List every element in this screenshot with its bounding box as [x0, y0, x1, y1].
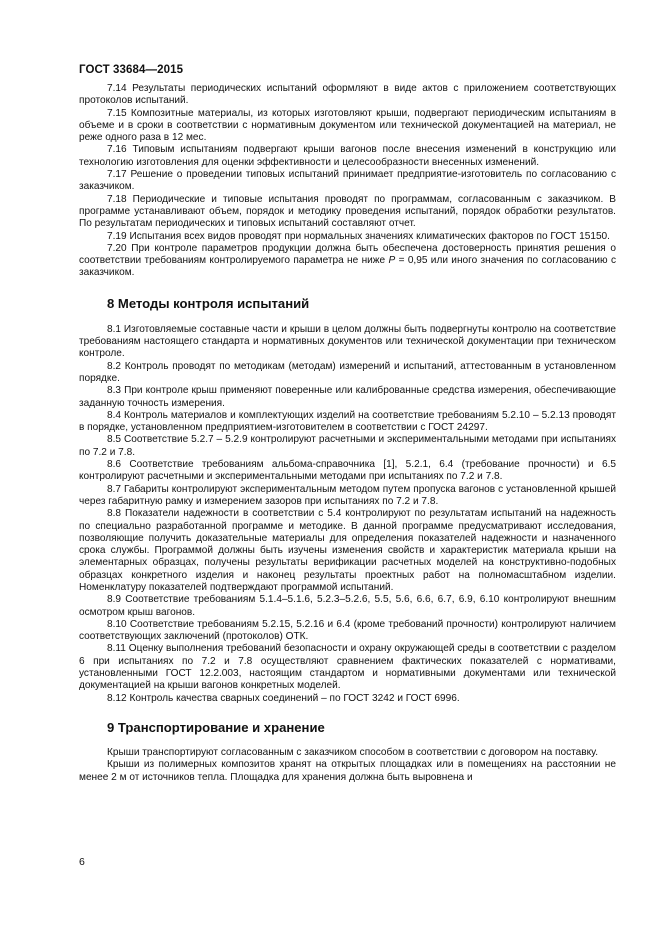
- probability-symbol: P: [388, 255, 396, 267]
- paragraph-8-11: 8.11 Оценку выполнения требований безопасности и охрану окружающей среды в соответствии с разделом 6 при испытаниях по 7.2 и 7.8 осуществляют сравнением фактических показателей с нормативами, установленными ГОСТ 12.2.003, настоящим стандартом и нормативными документами или технической документацией на крыши вагонов конкретных моделей.: [79, 643, 616, 692]
- document-code-header: ГОСТ 33684—2015: [79, 64, 184, 76]
- paragraph-8-5: 8.5 Соответствие 5.2.7 – 5.2.9 контролируют расчетными и экспериментальными методами при испытаниях по 7.2 и 7.8.: [79, 434, 616, 458]
- paragraph-8-10: 8.10 Соответствие требованиям 5.2.15, 5.2.16 и 6.4 (кроме требований прочности) контролируют наличием соответствующих заключений (протоколов) ОТК.: [79, 618, 616, 643]
- paragraph-7-15: 7.15 Композитные материалы, из которых изготовляют крыши, подвергают периодическим испытаниям в объеме и в сроки в соответствии с нормативным документом или технической документацией на материал, не реже одного раза в 12 мес.: [79, 107, 616, 144]
- page-number: 6: [79, 856, 85, 868]
- paragraph-7-16: 7.16 Типовым испытаниям подвергают крыши вагонов после внесения изменений в конструкцию или технологию изготовления для оценки эффективности и целесообразности внесенных изменений.: [79, 144, 616, 168]
- section-8-heading: 8 Методы контроля испытаний: [107, 295, 310, 311]
- paragraph-8-1: 8.1 Изготовляемые составные части и крыши в целом должны быть подвергнуты контролю на соответствие требованиям настоящего стандарта и нормативных документов или технической документации при техническом контроле.: [79, 323, 616, 360]
- paragraph-7-18: 7.18 Периодические и типовые испытания проводят по программам, согласованным с заказчиком. В программе устанавливают объем, порядок и методику проведения испытаний, порядок обработки результатов. По результатам периодических и типовых испытаний составляют отчет.: [79, 193, 616, 230]
- paragraph-8-2: 8.2 Контроль проводят по методикам (методам) измерений и испытаний, аттестованным в установленном порядке.: [79, 360, 616, 384]
- paragraph-9-2: Крыши из полимерных композитов хранят на открытых площадках или в помещениях на расстоянии не менее 2 м от источников тепла. Площадка для хранения должна быть выровнена и: [79, 759, 616, 783]
- paragraph-8-12: 8.12 Контроль качества сварных соединений – по ГОСТ 3242 и ГОСТ 6996.: [107, 692, 460, 704]
- section-9-heading: 9 Транспортирование и хранение: [107, 719, 325, 735]
- paragraph-7-14: 7.14 Результаты периодических испытаний оформляют в виде актов с приложением соответствующих протоколов испытаний.: [79, 83, 616, 107]
- paragraph-7-20: [79, 243, 616, 280]
- paragraph-8-8: 8.8 Показатели надежности в соответствии с 5.4 контролируют по результатам испытаний на надежность по специально разработанной программе и методике. В данной программе предусматривают исследования, позволяющие получить доказательные материалы для определения показателей надежности и назначенного срока службы. Программой должны быть изучены изменения свойств и характеристик материала крыши на элементарных образцах, получены результаты верификации расчетных моделей на конструктивно-подобных образцах конкретного изделия и наконец результаты проектных работ на полномасштабном изделии. Номенклатуру показателей подтверждают программой испытаний.: [79, 508, 616, 593]
- paragraph-7-19: 7.19 Испытания всех видов проводят при нормальных значениях климатических факторов по ГОСТ 15150.: [107, 230, 610, 242]
- paragraph-8-9: 8.9 Соответствие требованиям 5.1.4–5.1.6, 5.2.3–5.2.6, 5.5, 5.6, 6.6, 6.7, 6.9, 6.10 контролируют внешним осмотром крыш вагонов.: [79, 594, 616, 618]
- paragraph-8-7: 8.7 Габариты контролируют экспериментальным методом путем пропуска вагонов с установленной крышей через габаритную рамку и измерением зазоров при испытаниях по 7.2 и 7.8.: [79, 483, 616, 507]
- page-content: [79, 83, 616, 784]
- paragraph-7-20-before: 7.20 При контроле параметров продукции должна быть обеспечена достоверность принятия решения о соответствии требованиям контролируемого параметра не ниже: [79, 242, 616, 267]
- paragraph-9-1: Крыши транспортируют согласованным с заказчиком способом в соответствии с договором на поставку.: [107, 746, 599, 758]
- paragraph-8-4: 8.4 Контроль материалов и комплектующих изделий на соответствие требованиям 5.2.10 – 5.2.13 проводят в порядке, установленном предприятием-изготовителем в соответствии с ГОСТ 24297.: [79, 409, 616, 434]
- paragraph-7-17: 7.17 Решение о проведении типовых испытаний принимает предприятие-изготовитель по согласованию с заказчиком.: [79, 169, 616, 193]
- paragraph-8-6: 8.6 Соответствие требованиям альбома-справочника [1], 5.2.1, 6.4 (требование прочности) и 6.5 контролируют расчетными и экспериментальными методами при испытаниях по 7.2 и 7.8.: [79, 459, 616, 483]
- paragraph-8-3: 8.3 При контроле крыш применяют поверенные или калиброванные средства измерения, обеспечивающие заданную точность измерения.: [79, 385, 616, 409]
- paragraph-7-20-after: = 0,95 или иного значения по согласованию с заказчиком.: [79, 255, 617, 279]
